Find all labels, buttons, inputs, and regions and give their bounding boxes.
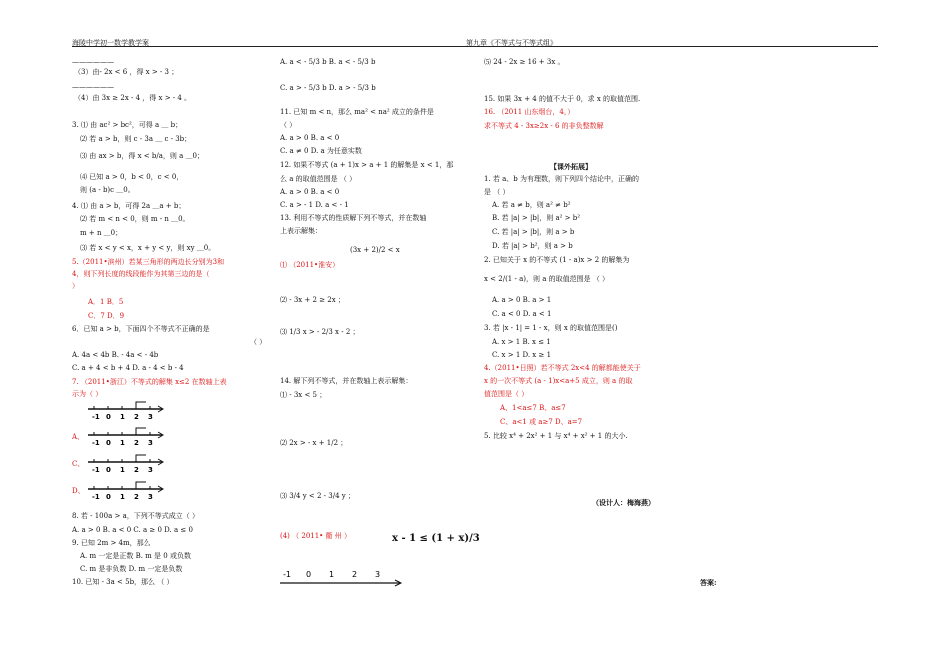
text-line: 16. （2011 山东烟台，4，）: [484, 108, 575, 116]
text-line: ）: [72, 282, 79, 290]
text-line: ——————: [72, 58, 114, 66]
text-line: （4）由 3x ≥ 2x - 4 ，得 x > - 4 。: [74, 94, 192, 102]
q14-4-expression: x - 1 ≤ (1 + x)/3: [392, 533, 480, 544]
text-line: A. a > 0 B. a < 0 C. a ≥ 0 D. a ≤ 0: [72, 526, 193, 534]
tick-label: 2: [134, 413, 139, 421]
text-line: ⑶ 3/4 y < 2 - 3/4 y ；: [280, 492, 355, 500]
text-line: C. a < 0 D. a < 1: [492, 310, 552, 318]
text-line: 求不等式 4 - 3x≥2x - 6 的非负整数解: [484, 122, 604, 130]
text-line: 4. ⑴ 由 a > b，可得 2a ＿a + b；: [72, 202, 186, 210]
text-line: 1. 若 a、b 为有理数，则下列四个结论中，正确的: [484, 175, 640, 183]
text-line: ⑶ 若 x < y < x，x + y < y，则 xy ＿0。: [80, 244, 216, 252]
text-line: 12. 如果不等式 (a + 1)x > a + 1 的解集是 x < 1，那: [280, 161, 454, 169]
column-middle: [280, 58, 480, 618]
text-line: m + n ＿0；: [80, 229, 123, 237]
text-line: ⑵ 若 a > b，则 c - 3a ＿ c - 3b；: [80, 135, 192, 143]
text-line: 上表示解集：: [280, 227, 322, 235]
text-line: 11. 已知 m < n，那么 ma² < na² 成立的条件是: [280, 108, 434, 116]
header-center: 第九章《不等式与不等式组》: [466, 39, 557, 47]
column-right: [484, 58, 717, 618]
text-line: （ ）: [250, 338, 267, 346]
tick-label: 3: [148, 413, 153, 421]
text-line: A. 4a < 4b B. - 4a < - 4b: [72, 351, 159, 359]
text-line: 是 （ ）: [484, 188, 510, 196]
text-line: C. a ≠ 0 D. a 为任意实数: [280, 147, 362, 155]
tick-label: 0: [106, 413, 111, 421]
tick-label: -1: [92, 413, 100, 421]
header-left: 海陵中学初一数学教学案: [72, 39, 149, 47]
text-line: ⑶ 1/3 x > - 2/3 x - 2 ；: [280, 328, 360, 336]
tick-label: 3: [148, 439, 153, 447]
text-line: C. a > - 5/3 b D. a > - 5/3 b: [280, 84, 376, 92]
text-line: A. m 一定是正数 B. m 是 0 或负数: [80, 552, 191, 560]
text-line: 3. 若 |x - 1| = 1 - x，则 x 的取值范围是(): [484, 324, 618, 332]
option-label: D、: [72, 487, 85, 495]
tick-label: -1: [92, 466, 100, 474]
tick-label: 2: [134, 439, 139, 447]
text-line: ⑷ 已知 a > 0，b < 0，c < 0，: [80, 173, 184, 181]
tick-label: 3: [375, 570, 381, 579]
option-label: C、: [72, 460, 85, 468]
text-line: A. 若 a ≠ b，则 a² ≠ b²: [492, 201, 571, 209]
text-line: C. a > - 1 D. a < - 1: [280, 201, 349, 209]
tick-label: 1: [120, 493, 125, 501]
tick-label: 0: [106, 439, 111, 447]
text-line: B. 若 |a| > |b|，则 a² > b²: [492, 214, 581, 222]
option-label: A、: [72, 433, 85, 441]
text-line: 则 (a - b)c ＿0。: [80, 186, 135, 194]
tick-label: 3: [148, 466, 153, 474]
text-line: C、a<1 或 a≥7 D、a=7: [500, 418, 583, 426]
tick-label: 2: [134, 466, 139, 474]
text-line: C. m 是非负数 D. m 一定是负数: [80, 565, 183, 573]
text-line: ⑶ 由 ax > b，得 x < b/a，则 a ＿0；: [80, 152, 204, 160]
text-line: C. a + 4 < b + 4 D. a - 4 < b - 4: [72, 364, 184, 372]
tick-label: -1: [92, 493, 100, 501]
tick-label: 1: [120, 439, 125, 447]
text-line: 14. 解下列不等式，并在数轴上表示解集：: [280, 377, 413, 385]
tick-label: 2: [134, 493, 139, 501]
text-line: （ ）: [280, 121, 297, 129]
text-line: D. 若 |a| > b²，则 a > b: [492, 242, 573, 250]
text-line: (4) （ 2011• 衢 州 ）: [280, 532, 351, 540]
text-line: 么 a 的取值范围是 （ ）: [280, 175, 357, 183]
text-line: C．7 D．9: [88, 312, 125, 320]
text-line: A、1<a≤7 B、a≤7: [500, 404, 566, 412]
text-line: 3. ⑴ 由 ac² > bc²，可得 a ＿ b；: [72, 121, 183, 129]
text-line: 13. 利用不等式的性质解下列不等式，并在数轴: [280, 214, 427, 222]
text-line: 【课外拓展】: [550, 162, 592, 171]
text-line: x < 2/(1 - a)，则 a 的取值范围是 （ ）: [484, 275, 610, 283]
text-line: 5. 比较 x⁴ + 2x² + 1 与 x⁴ + x² + 1 的大小.: [484, 432, 628, 440]
text-line: ⑴ （2011•淮安）: [280, 261, 340, 269]
tick-label: 1: [329, 570, 335, 579]
text-line: 4，则下列长度的线段能作为其第三边的是（: [72, 270, 210, 278]
text-line: A. a < - 5/3 b B. a < - 5/3 b: [280, 58, 376, 66]
text-line: 2. 已知关于 x 的不等式 (1 - a)x > 2 的解集为: [484, 256, 630, 264]
text-line: ⑸ 24 - 2x ≥ 16 + 3x 。: [484, 58, 565, 66]
text-line: ⑵ 若 m < n < 0，则 m - n ＿0。: [80, 215, 190, 223]
tick-label: 0: [106, 493, 111, 501]
text-line: 6．已知 a > b，下面四个不等式不正确的是: [72, 325, 210, 333]
tick-label: 1: [120, 413, 125, 421]
text-line: (3x + 2)/2 < x: [350, 246, 400, 254]
text-line: ⑵ 2x > - x + 1/2 ；: [280, 439, 348, 447]
text-line: 5.（2011•滨州）若某三角形的两边长分别为3和: [72, 258, 225, 266]
text-line: （设计人：梅海燕）: [592, 498, 655, 507]
tick-label: -1: [283, 570, 291, 579]
number-line-bottom: [280, 563, 405, 589]
text-line: 15. 如果 3x + 4 的值不大于 0，求 x 的取值范围.: [484, 95, 641, 103]
text-line: 7. （2011•浙江）不等式的解集 x≤2 在数轴上表: [72, 378, 227, 386]
tick-label: -1: [92, 439, 100, 447]
column-left: [72, 58, 272, 618]
text-line: x 的一次不等式 (a - 1)x<a+5 成立，则 a 的取: [484, 377, 633, 385]
text-line: A. a > 0 B. a > 1: [492, 296, 552, 304]
tick-label: 2: [352, 570, 358, 579]
tick-label: 1: [120, 466, 125, 474]
tick-label: 3: [148, 493, 153, 501]
text-line: 8. 若 - 100a > a，下列不等式成立（ ）: [72, 512, 199, 520]
tick-label: 0: [306, 570, 312, 579]
text-line: A. a > 0 B. a < 0: [280, 188, 340, 196]
text-line: C. 若 |a| > |b|，则 a > b: [492, 228, 575, 236]
text-line: 4.（2011•日照）若不等式 2x<4 的解都能使关于: [484, 364, 641, 372]
text-line: 值范围是（ ）: [484, 390, 529, 398]
text-line: A. a > 0 B. a < 0: [280, 134, 340, 142]
text-line: ⑴ - 3x < 5 ；: [280, 391, 327, 399]
text-line: 示为（ ）: [72, 390, 103, 398]
text-line: 10. 已知 - 3a < 5b，那么 （ ）: [72, 578, 174, 586]
text-line: （3）由- 2x < 6 ，得 x > - 3 ；: [74, 68, 179, 76]
text-line: A. x > 1 B. x ≤ 1: [492, 338, 551, 346]
text-line: ——————: [72, 83, 114, 91]
text-line: 答案:: [700, 578, 717, 587]
text-line: 9. 已知 2m > 4m，那么: [72, 539, 151, 547]
text-line: ⑵ - 3x + 2 ≥ 2x ；: [280, 296, 345, 304]
text-line: C. x > 1 D. x ≥ 1: [492, 351, 552, 359]
page-header: [72, 38, 878, 47]
tick-label: 0: [106, 466, 111, 474]
text-line: A．1 B．5: [88, 298, 124, 306]
